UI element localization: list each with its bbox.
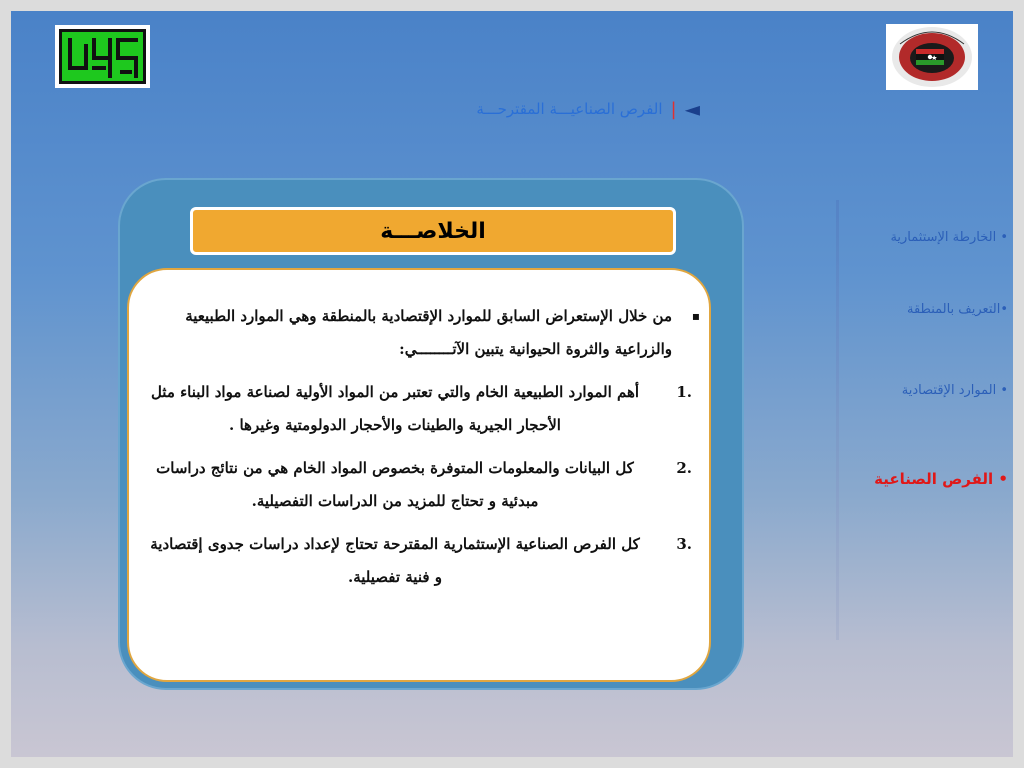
- page-title: الفرص الصناعيـــة المقترحـــة: [476, 100, 663, 118]
- sidebar-divider: [836, 200, 839, 640]
- triangle-left-icon: ◄: [684, 97, 700, 121]
- list-item-text: كل الفرص الصناعية الإستثمارية المقترحة تحتاج لإعداد دراسات جدوى إقتصادية و فنية تفصيلية.: [150, 535, 640, 586]
- header-separator: |: [670, 98, 677, 120]
- slide-header: [380, 96, 700, 122]
- left-logo: [55, 25, 150, 88]
- intro-paragraph: [150, 300, 702, 366]
- list-item: [150, 376, 702, 442]
- sidebar-item-economic-resources[interactable]: • الموارد الإقتصادية: [901, 383, 1008, 398]
- sidebar-item-region-intro[interactable]: •التعريف بالمنطقة: [906, 302, 1008, 317]
- list-item-number: 1.: [676, 383, 692, 401]
- list-item-text: كل البيانات والمعلومات المتوفرة بخصوص المواد الخام هي من نتائج دراسات مبدئية و تحتاج للمزيد من الدراسات التفصيلية.: [156, 459, 634, 510]
- list-item: [150, 452, 702, 518]
- summary-content: [150, 300, 702, 594]
- intro-text: من خلال الإستعراض السابق للموارد الإقتصادية بالمنطقة وهي الموارد الطبيعية والزراعية والثروة الحيوانية يتبين الآتــــــــي:: [185, 307, 672, 358]
- list-item-text: أهم الموارد الطبيعية الخام والتي تعتبر من المواد الأولية لصناعة مواد البناء مثل الأحجار الجيرية والطينات والأحجار الدولومتية وغيرها .: [150, 383, 640, 434]
- sidebar-item-industrial-opportunities[interactable]: • الفرص الصناعية: [874, 470, 1008, 488]
- summary-title: الخلاصـــة: [190, 207, 676, 255]
- list-item-number: 2.: [676, 459, 692, 477]
- list-item: [150, 528, 702, 594]
- sidebar-item-investment-map[interactable]: • الخارطة الإستثمارية: [890, 230, 1008, 245]
- list-item-number: 3.: [676, 535, 692, 553]
- right-logo: [886, 24, 978, 90]
- square-bullet-icon: ▪: [691, 309, 700, 323]
